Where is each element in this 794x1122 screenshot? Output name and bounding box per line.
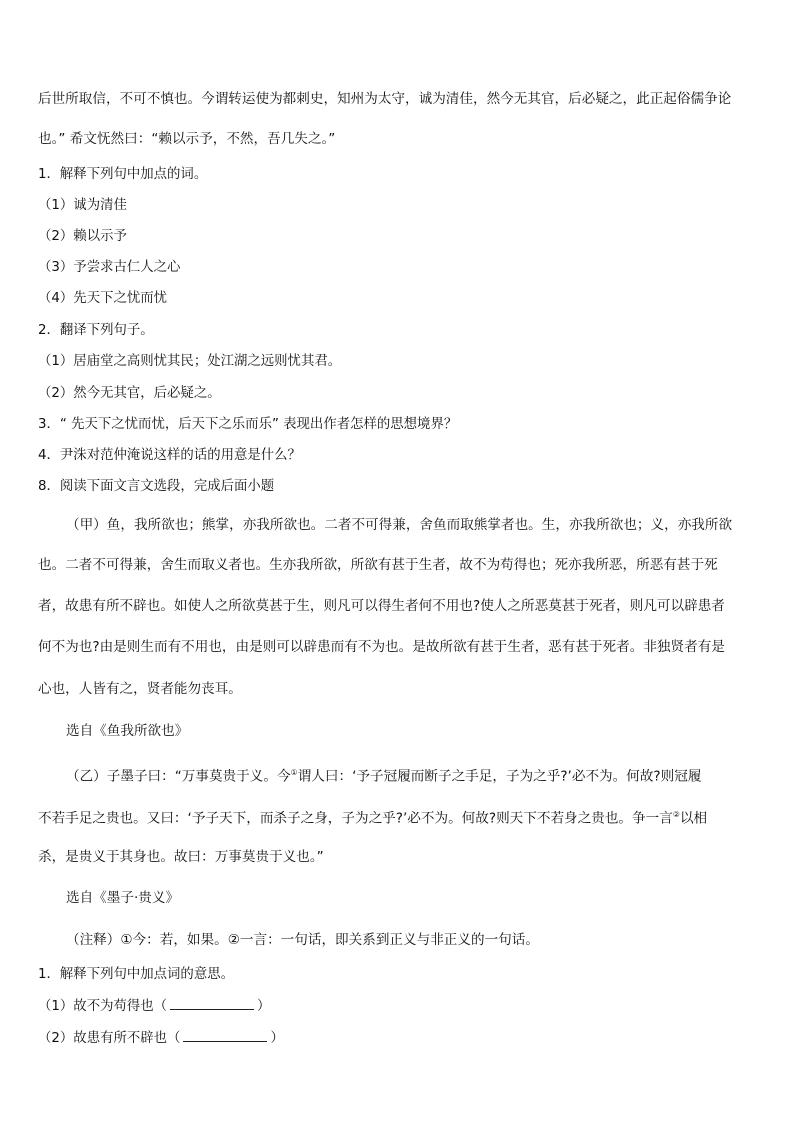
source-jia: 选自《鱼我所欲也》 [66,723,189,739]
passage-yi-line: 杀，是贵义于其身也。故曰：万事莫贵于义也。” [38,849,324,865]
question-1-item: （1）诚为清佳 [38,198,127,213]
passage-jia-line: 也。二者不可得兼，舍生而取义者也。生亦我所欲，所欲有甚于生者，故不为苟得也；死亦我所恶，所恶有甚于死 [38,557,718,573]
passage-jia-line: 者，故患有所不辟也。如使人之所欲莫甚于生，则凡可以得生者何不用也?使人之所恶莫甚于死者，则凡可以辟患者 [38,598,725,614]
passage-yi-text: 谓人曰：‘予子冠履而断子之手足，子为之乎?’必不为。何故?则冠履 [297,768,702,785]
passage-yi-line [38,806,764,828]
question-2-title: 2．翻译下列句子。 [38,323,154,338]
intro-line-1: 后世所取信，不可不慎也。今谓转运使为都刺史，知州为太守，诚为清佳，然今无其官，后必疑之，此正起俗儒争论 [38,91,732,107]
source-yi: 选自《墨子·贵义》 [66,890,180,906]
passage-yi-line [66,764,764,786]
sub-question-1-item [38,1029,764,1048]
answer-blank[interactable] [170,997,254,1010]
question-1-item: （2）赖以示予 [38,229,127,244]
item-text: （2）故患有所不辟也（ [38,1031,181,1046]
question-1-item: （3）予尝求古仁人之心 [38,260,181,275]
passage-jia-line: 何不为也?由是则生而有不用也，由是则可以辟患而有不为也。是故所欲有甚于生者，恶有甚于死者。非独贤者有是 [38,639,725,655]
intro-line-2: 也。” 希文怃然曰：“赖以示予，不然，吾几失之。” [38,131,336,147]
question-2-item: （1）居庙堂之高则忧其民；处江湖之远则忧其君。 [38,354,342,369]
question-1-item: （4）先天下之忧而忧 [38,291,168,306]
passage-jia-line: 心也，人皆有之，贤者能勿丧耳。 [38,681,242,697]
passage-jia-line: （甲）鱼，我所欲也；熊掌，亦我所欲也。二者不可得兼，舍鱼而取熊掌者也。生，亦我所欲也；义，亦我所欲 [66,517,733,533]
answer-blank[interactable] [183,1029,267,1042]
annotation-note: （注释）①今：若，如果。②一言：一句话，即关系到正义与非正义的一句话。 [66,932,539,948]
item-end: ） [257,999,271,1014]
passage-yi-text: （乙）子墨子曰：“万事莫贵于义。今 [66,768,291,785]
item-text: （1）故不为苟得也（ [38,999,168,1014]
sub-question-1-title: 1．解释下列句中加点词的意思。 [38,967,234,982]
question-1-title: 1．解释下列句中加点的词。 [38,167,208,182]
question-2-item: （2）然今无其官，后必疑之。 [38,386,221,401]
passage-yi-text: 不若手足之贵也。又曰：‘予子天下，而杀子之身，子为之乎?’必不为。何故?则天下不若身之贵也。争一言 [38,810,673,827]
passage-yi-text: 以相 [679,810,708,827]
question-4: 4．尹洙对范仲淹说这样的话的用意是什么？ [38,448,301,463]
note-marker: ② [672,810,680,819]
sub-question-1-item [38,997,764,1016]
note-marker: ① [290,768,298,777]
question-3: 3．“ 先天下之忧而忧，后天下之乐而乐” 表现出作者怎样的思想境界？ [38,417,458,432]
item-end: ） [270,1031,284,1046]
section-8-title: 8．阅读下面文言文选段，完成后面小题 [38,479,275,494]
